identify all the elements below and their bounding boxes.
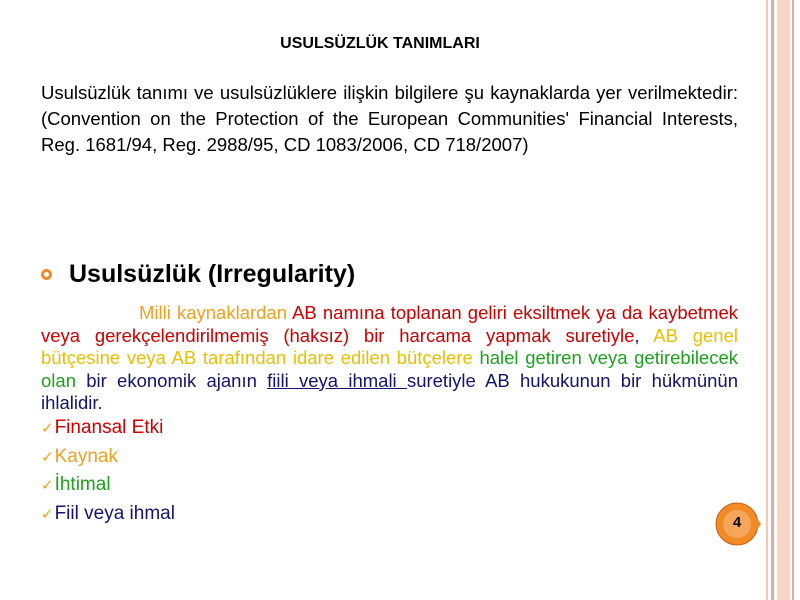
check-list-item — [41, 500, 175, 529]
definition-segment: suretiyle AB hukukunun bir hükmünün ihlalidir. — [41, 369, 738, 413]
definition-segment: Milli kaynaklardan — [139, 302, 293, 323]
check-list-item — [41, 443, 175, 472]
definition-segment: AB genel bütçesine veya AB tarafından idare edilen bütçelere — [41, 324, 738, 368]
check-list — [41, 414, 175, 528]
check-item-label: Kaynak — [54, 445, 118, 467]
check-icon: ✓ — [41, 505, 54, 523]
definition-segment: , — [634, 324, 640, 346]
decorative-stripe — [792, 0, 794, 600]
page-number-badge[interactable] — [714, 501, 762, 547]
check-icon: ✓ — [41, 420, 54, 437]
check-item-label: Fiil veya ihmal — [54, 502, 175, 524]
slide-title: USULSÜZLÜK TANIMLARI — [280, 35, 480, 52]
definition-segment: halel getiren veya getirebilecek olan — [41, 347, 739, 391]
check-icon: ✓ — [41, 448, 54, 466]
check-icon: ✓ — [41, 477, 54, 494]
decorative-stripe — [777, 0, 790, 600]
check-list-item — [41, 471, 175, 500]
definition-segment: namına toplanan geliri eksiltmek ya da kaybetmek veya gerekçelendirilmemiş (haksız) bir harcama yapmak suretiyle — [41, 302, 738, 346]
definition-paragraph — [41, 302, 738, 415]
definition-segment: AB — [292, 302, 317, 323]
check-item-label: İhtimal — [54, 474, 111, 495]
intro-paragraph: Usulsüzlük tanımı ve usulsüzlüklere ilişkin bilgilere şu kaynaklarda yer verilmektedir: (Convention on the Protection of the European Communities' Financial Interests, Reg. 1681/94, Reg. 2988/95, CD 1083/2006, CD 718/2007) — [41, 82, 738, 155]
circle-bullet-icon — [41, 269, 52, 280]
decorative-stripe — [766, 0, 768, 600]
definition-segment: bir ekonomik ajanın — [75, 369, 268, 391]
decorative-stripe — [771, 0, 774, 600]
check-item-label: Finansal Etki — [54, 417, 164, 438]
section-heading: Usulsüzlük (Irregularity) — [69, 260, 356, 288]
definition-segment-underlined: fiili veya ihmali — [267, 369, 407, 391]
check-list-item — [41, 414, 175, 443]
page-number: 4 — [732, 514, 742, 531]
